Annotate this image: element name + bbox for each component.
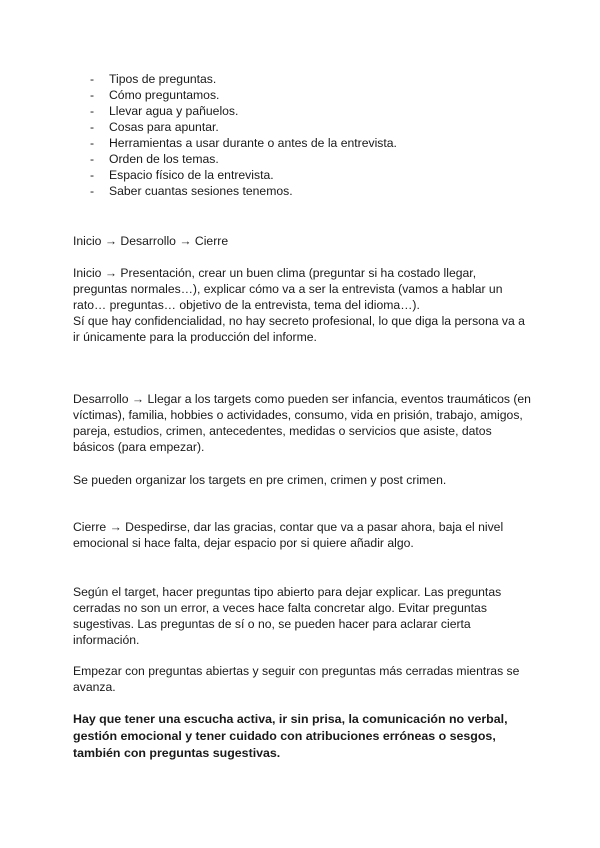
list-item bbox=[90, 135, 397, 151]
text-line: gestión emocional y tener cuidado con atribuciones erróneas o sesgos, bbox=[73, 729, 496, 743]
text-line: avanza. bbox=[73, 680, 116, 694]
text-line: rato… preguntas… objetivo de la entrevista, tema del idioma…). bbox=[73, 298, 420, 312]
text-line: ir únicamente para la producción del informe. bbox=[73, 330, 317, 344]
inicio-paragraph bbox=[73, 265, 543, 345]
bullet-dash: - bbox=[90, 136, 95, 150]
list-item-text: Saber cuantas sesiones tenemos. bbox=[109, 184, 293, 198]
list-item bbox=[90, 167, 397, 183]
text-line: Inicio → Presentación, crear un buen clima (preguntar si ha costado llegar, bbox=[73, 266, 477, 280]
bullet-dash: - bbox=[90, 120, 95, 134]
list-item bbox=[90, 103, 397, 119]
text-line: Según el target, hacer preguntas tipo abierto para dejar explicar. Las preguntas bbox=[73, 585, 502, 599]
text-line: información. bbox=[73, 633, 140, 647]
list-item-text: Orden de los temas. bbox=[109, 152, 219, 166]
bullet-dash: - bbox=[90, 72, 95, 86]
text-line: cerradas no son un error, a veces hace falta concretar algo. Evitar preguntas bbox=[73, 601, 487, 615]
structure-line: Inicio → Desarrollo → Cierre bbox=[73, 234, 229, 248]
text-line: preguntas normales…), explicar cómo va a ser la entrevista (vamos a hablar un bbox=[73, 282, 503, 296]
list-item-text: Espacio físico de la entrevista. bbox=[109, 168, 274, 182]
list-item-text: Llevar agua y pañuelos. bbox=[109, 104, 239, 118]
bullet-dash: - bbox=[90, 152, 95, 166]
checklist bbox=[90, 71, 397, 199]
list-item bbox=[90, 183, 397, 199]
list-item-text: Tipos de preguntas. bbox=[109, 72, 217, 86]
text-line: Cierre → Despedirse, dar las gracias, contar que va a pasar ahora, baja el nivel bbox=[73, 520, 504, 534]
list-item bbox=[90, 87, 397, 103]
text-line: básicos (para empezar). bbox=[73, 440, 205, 454]
text-line: víctimas), familia, hobbies o actividades, consumo, vida en prisión, trabajo, amigos, bbox=[73, 408, 523, 422]
text-line: Empezar con preguntas abiertas y seguir con preguntas más cerradas mientras se bbox=[73, 664, 520, 678]
text-line: Hay que tener una escucha activa, ir sin prisa, la comunicación no verbal, bbox=[73, 712, 508, 726]
bullet-dash: - bbox=[90, 104, 95, 118]
empezar-paragraph bbox=[73, 663, 543, 695]
list-item bbox=[90, 151, 397, 167]
cierre-paragraph bbox=[73, 519, 543, 551]
text-line: pareja, estudios, crimen, antecedentes, medidas o servicios que asiste, datos bbox=[73, 424, 492, 438]
text-line: también con preguntas sugestivas. bbox=[73, 746, 281, 760]
list-item-text: Herramientas a usar durante o antes de la entrevista. bbox=[109, 136, 397, 150]
bullet-dash: - bbox=[90, 88, 95, 102]
text-line: sugestivas. Las preguntas de sí o no, se pueden hacer para aclarar cierta bbox=[73, 617, 471, 631]
text-line: Sí que hay confidencialidad, no hay secreto profesional, lo que diga la persona va a bbox=[73, 314, 525, 328]
list-item-text: Cosas para apuntar. bbox=[109, 120, 219, 134]
text-line: Desarrollo → Llegar a los targets como pueden ser infancia, eventos traumáticos (en bbox=[73, 392, 531, 406]
desarrollo-paragraph bbox=[73, 391, 543, 455]
bullet-dash: - bbox=[90, 184, 95, 198]
segun-target-paragraph bbox=[73, 584, 543, 648]
list-item bbox=[90, 71, 397, 87]
list-item bbox=[90, 119, 397, 135]
text-line: emocional si hace falta, dejar espacio por si quiere añadir algo. bbox=[73, 536, 414, 550]
targets-note: Se pueden organizar los targets en pre crimen, crimen y post crimen. bbox=[73, 473, 447, 487]
escucha-activa-paragraph bbox=[73, 711, 543, 762]
list-item-text: Cómo preguntamos. bbox=[109, 88, 220, 102]
bullet-dash: - bbox=[90, 168, 95, 182]
